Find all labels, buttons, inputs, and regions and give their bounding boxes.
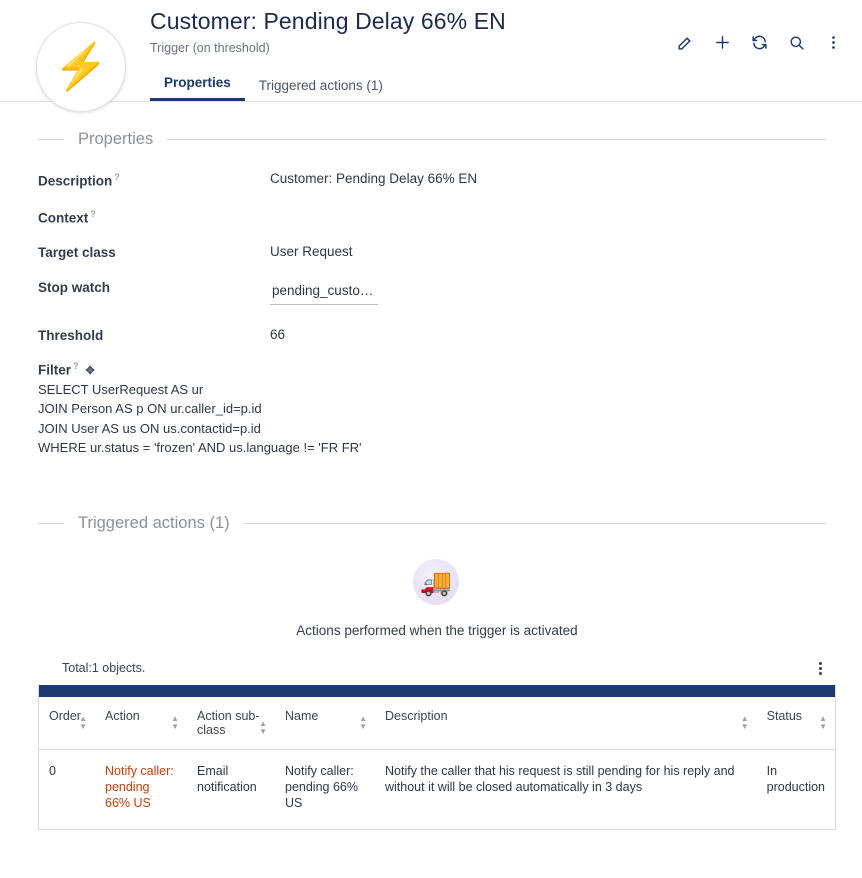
filter-line: JOIN Person AS p ON ur.caller_id=p.id (38, 401, 262, 416)
filter-line: WHERE ur.status = 'frozen' AND us.language != 'FR FR' (38, 440, 362, 455)
field-threshold (12, 327, 862, 343)
field-label (38, 171, 270, 189)
properties-section-title: Properties (78, 130, 154, 148)
header-actions (674, 31, 844, 53)
column-header-description[interactable] (375, 697, 757, 750)
cell-description: Notify the caller that his request is still pending for his reply and without it will be closed automatically in 3 days (385, 763, 735, 794)
list-toolbar (38, 660, 836, 685)
sort-icon[interactable]: ▲ ▼ (819, 713, 827, 731)
field-label-text: Context (38, 210, 89, 225)
list-menu-icon[interactable] (819, 660, 836, 677)
field-label: Stop watch (38, 280, 111, 295)
field-label: Target class (38, 245, 116, 260)
expand-collapse-icon[interactable]: ✥ (85, 364, 95, 377)
field-label-text: Filter (38, 362, 72, 378)
triggered-actions-list (38, 660, 836, 830)
sort-icon[interactable]: ▲ ▼ (79, 713, 87, 731)
column-header-action-subclass[interactable] (187, 697, 275, 750)
actions-grid (39, 697, 835, 829)
more-actions-icon[interactable] (822, 31, 844, 53)
lightning-bolt-icon: ⚡ (53, 42, 109, 91)
search-icon[interactable] (785, 31, 807, 53)
column-label: Description (385, 708, 448, 723)
column-header-order[interactable] (39, 697, 95, 750)
divider-right (244, 523, 826, 524)
cell-name: Notify caller: pending 66% US (285, 763, 358, 810)
column-label: Status (766, 708, 803, 723)
field-label (38, 208, 270, 226)
triggered-actions-section-title: Triggered actions (1) (78, 513, 230, 532)
cell-action (95, 749, 187, 829)
tab-triggered-actions[interactable]: Triggered actions (1) (258, 77, 383, 93)
triggered-actions-caption: Actions performed when the trigger is activated (296, 622, 578, 638)
properties-section-header (12, 130, 862, 149)
divider-right (167, 139, 826, 140)
help-icon[interactable]: ? (90, 208, 96, 219)
tab-bar (0, 67, 862, 101)
filter-line: JOIN User AS us ON us.contactid=p.id (38, 420, 261, 436)
page-body (0, 102, 862, 878)
cell-order: 0 (49, 763, 56, 778)
tab-properties[interactable]: Properties (150, 76, 245, 102)
field-description (12, 171, 862, 189)
refresh-icon[interactable] (748, 31, 770, 53)
field-label (38, 360, 270, 378)
field-value: 66 (270, 327, 286, 342)
edit-icon[interactable] (674, 31, 696, 53)
column-label: Action (105, 708, 140, 723)
triggered-actions-illustration (413, 559, 461, 607)
table-accent-bar (39, 685, 835, 697)
divider-left (38, 139, 64, 140)
sort-icon[interactable]: ▲ ▼ (171, 713, 179, 731)
column-header-name[interactable] (275, 697, 375, 750)
field-value: User Request (270, 244, 353, 259)
help-icon[interactable]: ? (114, 172, 120, 182)
title-block (150, 8, 506, 55)
filter-query (12, 380, 862, 458)
field-stop-watch (12, 279, 862, 305)
field-label-text: Description (38, 173, 113, 189)
filter-line: SELECT UserRequest AS ur (38, 381, 204, 397)
column-label: Name (285, 708, 319, 723)
object-avatar (36, 22, 126, 112)
page-header (0, 0, 862, 102)
delivery-truck-icon: 🚚 (413, 559, 459, 605)
field-value: Customer: Pending Delay 66% EN (270, 171, 478, 186)
cell-action-subclass: Email notification (197, 763, 257, 794)
triggered-actions-table (38, 685, 836, 830)
action-link[interactable]: Notify caller: pending 66% US (105, 763, 174, 810)
column-label: Order (49, 708, 81, 723)
sort-icon[interactable]: ▲ ▼ (740, 713, 749, 731)
list-total-label: Total:1 objects. (62, 661, 146, 675)
table-header-row (39, 697, 835, 750)
page-subtitle: Trigger (on threshold) (150, 40, 270, 55)
help-icon[interactable]: ? (73, 361, 79, 371)
cell-status: In production (766, 763, 825, 794)
column-header-status[interactable] (757, 697, 835, 750)
field-filter-header (12, 360, 862, 378)
triggered-actions-section-header (12, 514, 862, 533)
stop-watch-input[interactable]: pending_custo… (270, 279, 378, 305)
field-target-class (12, 244, 862, 260)
field-label: Threshold (38, 328, 104, 343)
field-context (12, 208, 862, 226)
add-icon[interactable] (711, 31, 733, 53)
sort-icon[interactable]: ▲ ▼ (359, 713, 367, 731)
divider-left (38, 523, 64, 524)
page-title: Customer: Pending Delay 66% EN (150, 8, 506, 34)
table-row[interactable] (39, 749, 835, 829)
column-label: Action sub-class (197, 708, 260, 737)
column-header-action[interactable] (95, 697, 187, 750)
sort-icon[interactable]: ▲ ▼ (259, 718, 267, 736)
